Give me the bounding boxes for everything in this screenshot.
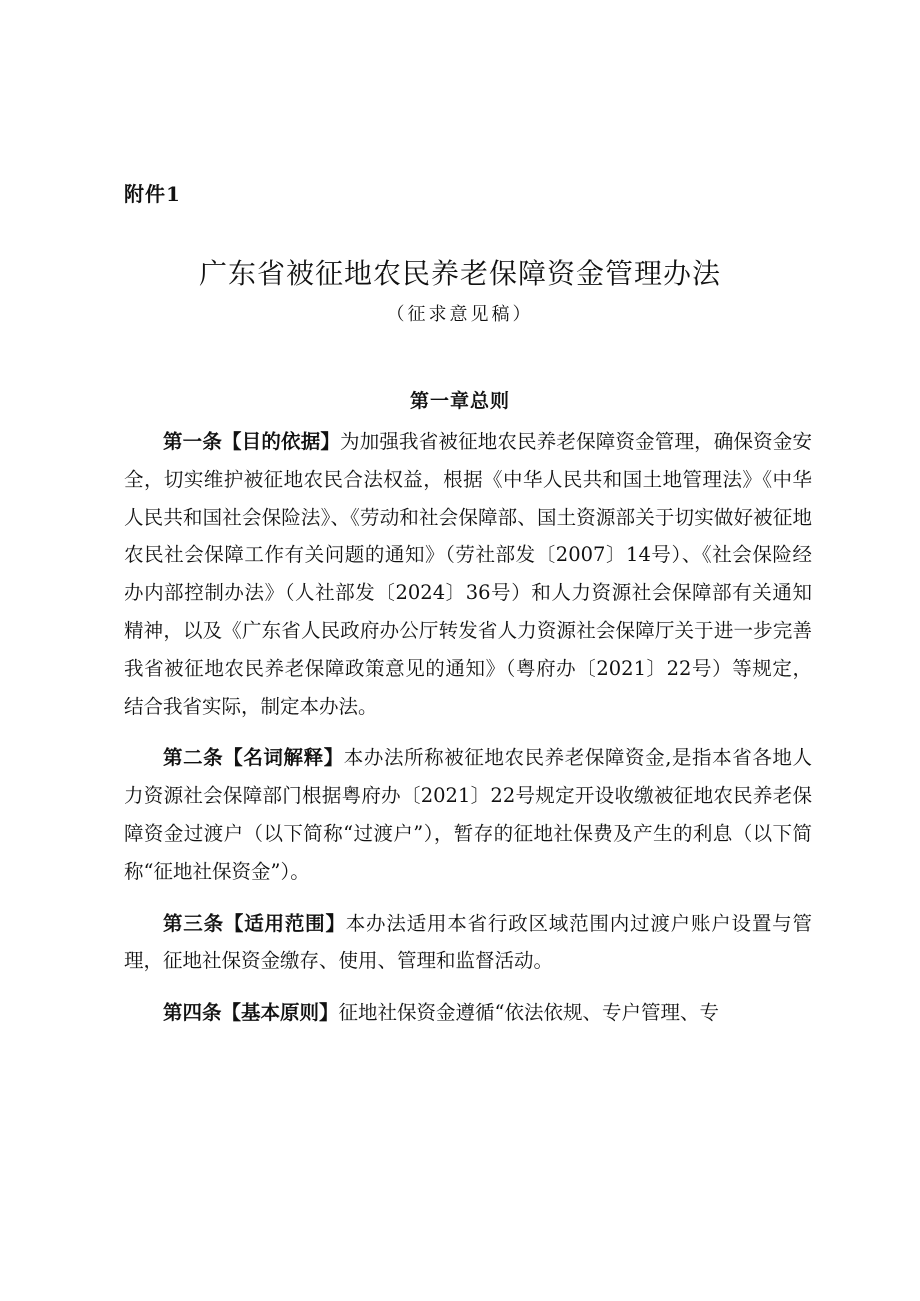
article-2-heading: 第二条【名词解释】 <box>163 746 344 770</box>
article-4 <box>124 994 812 1032</box>
article-2 <box>124 739 812 890</box>
article-4-text: 征地社保资金遵循“依法依规、专户管理、专 <box>338 1001 719 1025</box>
article-3 <box>124 905 812 981</box>
article-2-text: 本办法所称被征地农民养老保障资金,是指本省各地人力资源社会保障部门根据粤府办〔2021〕22号规定开设收缴被征地农民养老保障资金过渡户（以下简称“过渡户”），暂存的征地社保费及产生的利息（以下简称“征地社保资金”）。 <box>124 746 812 883</box>
document-subtitle: （征求意见稿） <box>386 304 534 325</box>
attachment-label: 附件1 <box>124 182 181 206</box>
article-1-text: 为加强我省被征地农民养老保障资金管理，确保资金安全，切实维护被征地农民合法权益，根据《中华人民共和国土地管理法》《中华人民共和国社会保险法》、《劳动和社会保障部、国土资源部关于切实做好被征地农民社会保障工作有关问题的通知》（劳社部发〔2007〕14号）、《社会保险经办内部控制办法》（人社部发〔2024〕36号）和人力资源社会保障部有关通知精神，以及《广东省人民政府办公厅转发省人力资源社会保障厅关于进一步完善我省被征地农民养老保障政策意见的通知》（粤府办〔2021〕22号）等规定，结合我省实际，制定本办法。 <box>124 430 812 718</box>
article-1 <box>124 423 812 725</box>
article-1-heading: 第一条【目的依据】 <box>163 430 341 453</box>
article-4-heading: 第四条【基本原则】 <box>163 1001 339 1025</box>
article-3-heading: 第三条【适用范围】 <box>163 911 346 935</box>
document-title: 广东省被征地农民养老保障资金管理办法 <box>198 257 721 290</box>
chapter-heading: 第一章总则 <box>409 390 510 412</box>
article-3-text: 本办法适用本省行政区域范围内过渡户账户设置与管理，征地社保资金缴存、使用、管理和监督活动。 <box>124 911 812 973</box>
document-body <box>124 423 812 1046</box>
